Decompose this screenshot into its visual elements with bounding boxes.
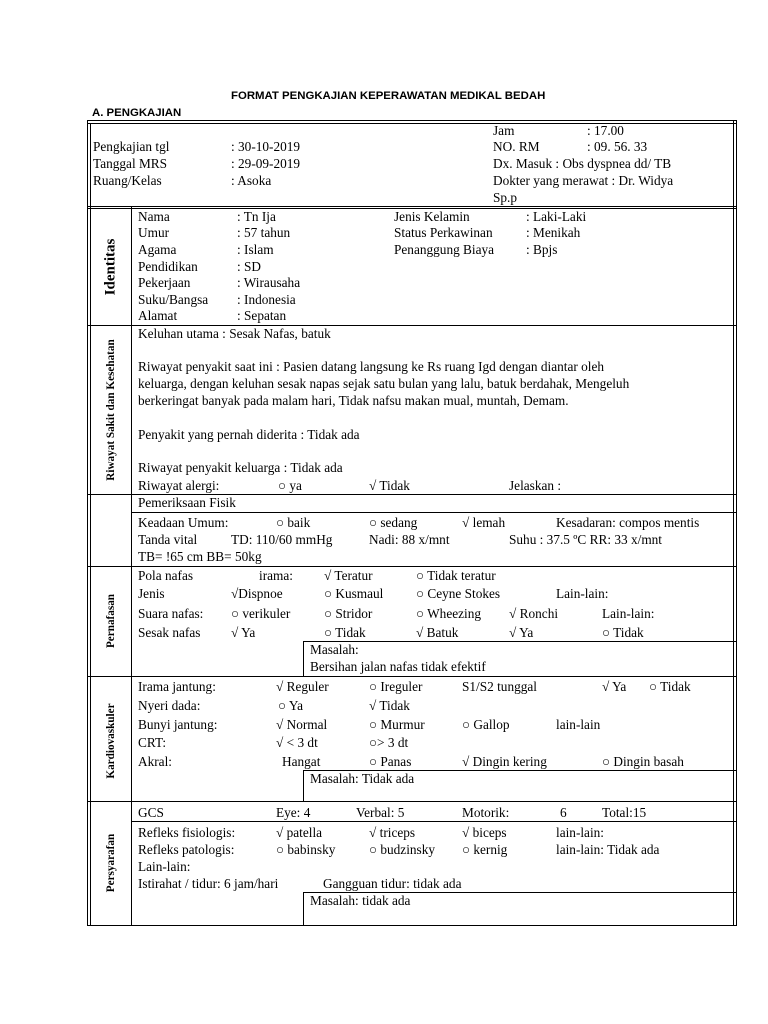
suara-option-wheezing[interactable]: ○ Wheezing [416, 606, 482, 621]
pendidikan-label: Pendidikan [138, 259, 198, 274]
nama-label: Nama [138, 209, 170, 224]
rps-line-3: berkeringat banyak pada malam hari, Tidak nafsu makan mual, muntah, Demam. [138, 393, 569, 408]
form-title: FORMAT PENGKAJIAN KEPERAWATAN MEDIKAL BEDAH [231, 90, 546, 102]
frame-top-inner [87, 123, 737, 124]
frame-left [87, 120, 88, 926]
akral-option-hangat[interactable]: Hangat [282, 754, 321, 769]
crt-option-more-3[interactable]: ○> 3 dt [369, 735, 409, 750]
norm-value: : 09. 56. 33 [587, 139, 648, 154]
alergi-option-tidak[interactable]: √ Tidak [369, 478, 410, 493]
akral-option-dingin-kering[interactable]: √ Dingin kering [462, 754, 547, 769]
batuk-label[interactable]: √ Batuk [416, 625, 459, 640]
gcs-verbal: Verbal: 5 [356, 805, 405, 820]
crt-label: CRT: [138, 735, 167, 750]
pengkajian-tgl-label: Pengkajian tgl [93, 139, 170, 154]
bunyi-jantung-label: Bunyi jantung: [138, 717, 218, 732]
penyakit-keluarga: Riwayat penyakit keluarga : Tidak ada [138, 460, 343, 475]
nyeri-dada-option-tidak[interactable]: √ Tidak [369, 698, 410, 713]
ku-option-baik[interactable]: ○ baik [276, 515, 311, 530]
saraf-side-label: Persyarafan [105, 833, 117, 893]
status-perkawinan-value: : Menikah [526, 225, 581, 240]
akral-option-panas[interactable]: ○ Panas [369, 754, 412, 769]
refleks-fisiologis-label: Refleks fisiologis: [138, 825, 236, 840]
suku-bangsa-label: Suku/Bangsa [138, 292, 209, 307]
batuk-option-tidak[interactable]: ○ Tidak [602, 625, 644, 640]
nyeri-dada-option-ya[interactable]: ○ Ya [278, 698, 304, 713]
irama-option-teratur[interactable]: √ Teratur [324, 568, 373, 583]
bunyi-lain-lain: lain-lain [556, 717, 601, 732]
divider-pernafasan [87, 676, 737, 677]
irama-label: irama: [259, 568, 293, 583]
saraf-lain-lain: Lain-lain: [138, 859, 191, 874]
pernafasan-masalah-label: Masalah: [310, 642, 359, 657]
suara-option-ronchi[interactable]: √ Ronchi [509, 606, 559, 621]
bunyi-option-gallop[interactable]: ○ Gallop [462, 717, 510, 732]
suara-option-stridor[interactable]: ○ Stridor [324, 606, 373, 621]
nama-value: : Tn Ija [237, 209, 276, 224]
agama-value: : Islam [237, 242, 274, 257]
pernafasan-masalah-value: Bersihan jalan nafas tidak efektif [310, 659, 486, 674]
kardio-masalah: Masalah: Tidak ada [310, 771, 415, 786]
jam-label: Jam [493, 123, 515, 138]
bunyi-option-murmur[interactable]: ○ Murmur [369, 717, 425, 732]
alergi-label: Riwayat alergi: [138, 478, 220, 493]
suara-nafas-label: Suara nafas: [138, 606, 204, 621]
s1s2-option-tidak[interactable]: ○ Tidak [649, 679, 691, 694]
keluhan-utama: Keluhan utama : Sesak Nafas, batuk [138, 326, 331, 341]
frame-top [87, 120, 737, 121]
s1s2-option-ya[interactable]: √ Ya [602, 679, 627, 694]
frame-left-inner [90, 123, 91, 926]
pernafasan-side-label: Pernafasan [105, 593, 117, 649]
pemeriksaan-fisik-title: Pemeriksaan Fisik [138, 495, 236, 510]
irama-jantung-option-ireguler[interactable]: ○ Ireguler [369, 679, 423, 694]
saraf-masalah: Masalah: tidak ada [310, 893, 411, 908]
jam-value: : 17.00 [587, 123, 624, 138]
jenis-label: Jenis [138, 586, 165, 601]
ku-option-lemah[interactable]: √ lemah [462, 515, 506, 530]
refleks-option-kernig[interactable]: ○ kernig [462, 842, 508, 857]
gcs-motorik-label: Motorik: [462, 805, 510, 820]
tb-bb: TB= !65 cm BB= 50kg [138, 549, 262, 564]
divider-header [87, 206, 737, 207]
crt-option-less-3[interactable]: √ < 3 dt [276, 735, 318, 750]
dokter-line-1: Dokter yang merawat : Dr. Widya [493, 173, 674, 188]
refleks-option-patella[interactable]: √ patella [276, 825, 323, 840]
refleks-fisiologis-lain: lain-lain: [556, 825, 604, 840]
gcs-eye: Eye: 4 [276, 805, 311, 820]
pekerjaan-value: : Wirausaha [237, 275, 301, 290]
akral-option-dingin-basah[interactable]: ○ Dingin basah [602, 754, 684, 769]
riwayat-side-label: Riwayat Sakit dan Kesehatan [105, 339, 117, 481]
jenis-kelamin-value: : Laki-Laki [526, 209, 587, 224]
keadaan-umum-label: Keadaan Umum: [138, 515, 229, 530]
suhu-rr: Suhu : 37.5 ºC RR: 33 x/mnt [509, 532, 662, 547]
penanggung-biaya-value: : Bpjs [526, 242, 558, 257]
status-perkawinan-label: Status Perkawinan [394, 225, 493, 240]
tanggal-mrs-label: Tanggal MRS [93, 156, 168, 171]
bunyi-option-normal[interactable]: √ Normal [276, 717, 328, 732]
alergi-option-ya[interactable]: ○ ya [278, 478, 302, 493]
ruang-kelas-label: Ruang/Kelas [93, 173, 162, 188]
frame-right-inner [736, 120, 737, 926]
pengkajian-tgl-value: : 30-10-2019 [231, 139, 301, 154]
irama-jantung-label: Irama jantung: [138, 679, 216, 694]
jenis-kelamin-label: Jenis Kelamin [394, 209, 470, 224]
gcs-motorik-value: 6 [560, 805, 567, 820]
nadi: Nadi: 88 x/mnt [369, 532, 450, 547]
frame-right [733, 120, 734, 926]
dokter-line-2: Sp.p [493, 190, 518, 205]
alamat-label: Alamat [138, 308, 178, 323]
gcs-label: GCS [138, 805, 164, 820]
pendidikan-value: : SD [237, 259, 262, 274]
kardio-masalah-left [303, 770, 304, 801]
norm-label: NO. RM [493, 139, 540, 154]
irama-option-tidak-teratur[interactable]: ○ Tidak teratur [416, 568, 496, 583]
pernafasan-masalah-top [303, 641, 736, 642]
kesadaran: Kesadaran: compos mentis [556, 515, 700, 530]
batuk-option-ya[interactable]: √ Ya [509, 625, 534, 640]
suara-option-verikuler[interactable]: ○ verikuler [231, 606, 291, 621]
rps-line-1: Riwayat penyakit saat ini : Pasien datang langsung ke Rs ruang Igd dengan diantar oleh [138, 359, 605, 374]
divider-fisik-title [131, 512, 736, 513]
jenis-option-ceyne-stokes[interactable]: ○ Ceyne Stokes [416, 586, 501, 601]
section-heading: A. PENGKAJIAN [92, 107, 182, 119]
jenis-option-dispnoe[interactable]: √Dispnoe [231, 586, 283, 601]
refleks-option-biceps[interactable]: √ biceps [462, 825, 507, 840]
istirahat-tidur: Istirahat / tidur: 6 jam/hari [138, 876, 279, 891]
gangguan-tidur: Gangguan tidur: tidak ada [323, 876, 462, 891]
irama-jantung-option-reguler[interactable]: √ Reguler [276, 679, 329, 694]
agama-label: Agama [138, 242, 177, 257]
sesak-option-tidak[interactable]: ○ Tidak [324, 625, 366, 640]
divider-kardio [87, 801, 737, 802]
sesak-option-ya[interactable]: √ Ya [231, 625, 256, 640]
pernafasan-masalah-left [303, 641, 304, 676]
refleks-option-babinsky[interactable]: ○ babinsky [276, 842, 336, 857]
tanggal-mrs-value: : 29-09-2019 [231, 156, 301, 171]
umur-value: : 57 tahun [237, 225, 291, 240]
refleks-patologis-label: Refleks patologis: [138, 842, 235, 857]
penyakit-dahulu: Penyakit yang pernah diderita : Tidak ada [138, 427, 360, 442]
tekanan-darah: TD: 110/60 mmHg [231, 532, 333, 547]
dx-masuk: Dx. Masuk : Obs dyspnea dd/ TB [493, 156, 672, 171]
nyeri-dada-label: Nyeri dada: [138, 698, 201, 713]
kardio-side-label: Kardiovaskuler [105, 703, 117, 779]
identitas-side-label: Identitas [102, 238, 119, 296]
s1s2-label: S1/S2 tunggal [462, 679, 537, 694]
umur-label: Umur [138, 225, 170, 240]
rps-line-2: keluarga, dengan keluhan sesak napas sejak satu bulan yang lalu, batuk berdahak, Mengeluh [138, 376, 630, 391]
sesak-nafas-label: Sesak nafas [138, 625, 201, 640]
pola-nafas-label: Pola nafas [138, 568, 194, 583]
refleks-option-budzinsky[interactable]: ○ budzinsky [369, 842, 436, 857]
jenis-option-kusmaul[interactable]: ○ Kusmaul [324, 586, 384, 601]
ku-option-sedang[interactable]: ○ sedang [369, 515, 418, 530]
pekerjaan-label: Pekerjaan [138, 275, 191, 290]
suara-lain-lain: Lain-lain: [602, 606, 655, 621]
suku-bangsa-value: : Indonesia [237, 292, 296, 307]
penanggung-biaya-label: Penanggung Biaya [394, 242, 495, 257]
alergi-jelaskan: Jelaskan : [509, 478, 562, 493]
refleks-patologis-lain: lain-lain: Tidak ada [556, 842, 660, 857]
gcs-total: Total:15 [602, 805, 647, 820]
jenis-lain-lain: Lain-lain: [556, 586, 609, 601]
tanda-vital-label: Tanda vital [138, 532, 198, 547]
ruang-kelas-value: : Asoka [231, 173, 272, 188]
saraf-masalah-left [303, 892, 304, 925]
divider-gcs [131, 821, 736, 822]
divider-fisik [87, 566, 737, 567]
akral-label: Akral: [138, 754, 172, 769]
refleks-option-triceps[interactable]: √ triceps [369, 825, 416, 840]
alamat-value: : Sepatan [237, 308, 287, 323]
frame-bottom [87, 925, 737, 926]
